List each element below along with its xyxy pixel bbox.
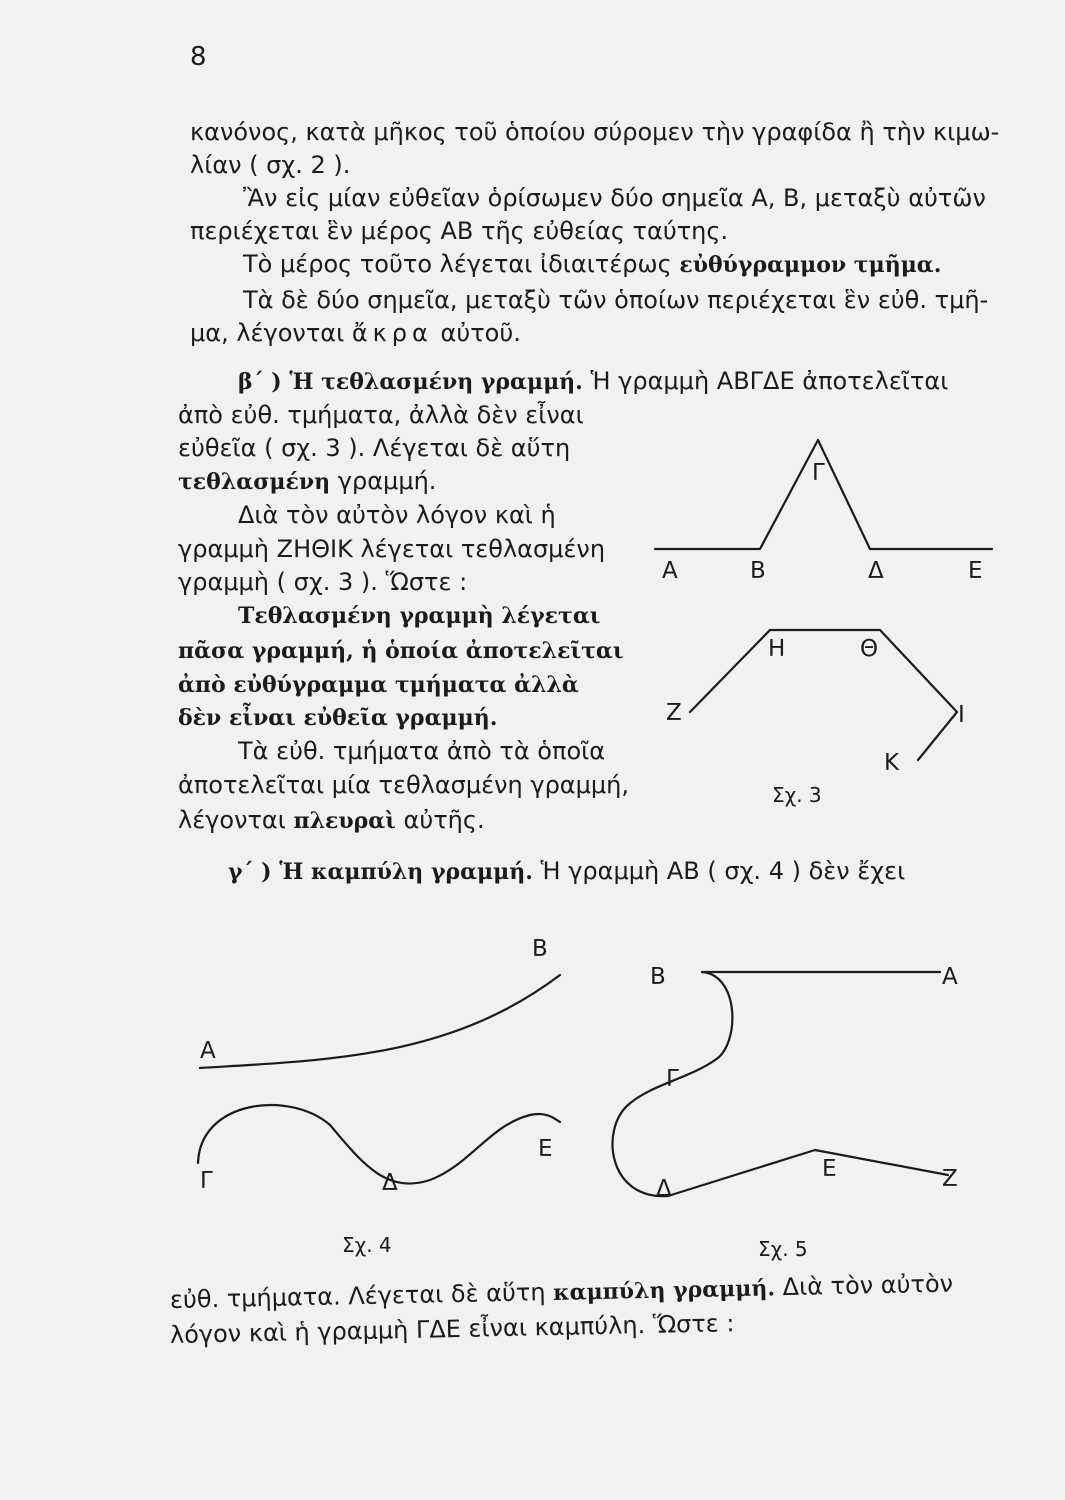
fig5-label-g: Γ — [666, 1066, 679, 1092]
text-run: Ἡ γραμμὴ ΑΒΓΔΕ ἀποτελεῖται — [582, 367, 949, 395]
text-run: αὐτῆς. — [395, 806, 485, 834]
text-run: Διὰ τὸν αὐτὸν — [774, 1269, 954, 1302]
broken-line-zhthik — [690, 630, 957, 760]
definition-line: Τεθλασμένη γραμμὴ λέγεται — [238, 603, 601, 629]
fig3-label-e: Ε — [968, 558, 983, 584]
fig4-label-a: Α — [200, 1038, 216, 1064]
text-line: εὐθεῖα ( σχ. 3 ). Λέγεται δὲ αὕτη — [178, 434, 571, 462]
definition-line: δὲν εἶναι εὐθεῖα γραμμή. — [178, 705, 498, 731]
text-line: κανόνος, κατὰ μῆκος τοῦ ὁποίου σύρομεν τὴν γραφίδα ἢ τὴν κιμω- — [190, 118, 1000, 146]
text-run: εὐθ. τμήματα. Λέγεται δὲ αὕτη — [169, 1277, 554, 1314]
fig5-label-b: Β — [650, 964, 666, 990]
text-line: Τὰ εὐθ. τμήματα ἀπὸ τὰ ὁποῖα — [238, 737, 606, 765]
bold-term: καμπύλη γραμμή. — [552, 1275, 776, 1306]
fig3-label-z: Ζ — [666, 700, 682, 726]
page-number: 8 — [190, 42, 207, 72]
fig5-label-d: Δ — [656, 1176, 672, 1202]
text-line: Ἂν εἰς μίαν εὐθεῖαν ὁρίσωμεν δύο σημεῖα Α, Β, μεταξὺ αὐτῶν — [243, 184, 986, 212]
spaced-term: ἄκρα — [351, 319, 433, 347]
text-line: γραμμὴ ΖΗΘΙΚ λέγεται τεθλασμένη — [178, 535, 606, 563]
bold-term: τεθλασμένη — [178, 469, 331, 495]
fig3-label-h: Η — [768, 636, 786, 662]
text-line: ἀποτελεῖται μία τεθλασμένη γραμμή, — [178, 771, 629, 799]
text-line: περιέχεται ἓν μέρος ΑΒ τῆς εὐθείας ταύτης. — [190, 217, 729, 245]
text-line: γραμμὴ ( σχ. 3 ). Ὥστε : — [178, 568, 468, 596]
fig5-caption: Σχ. 5 — [758, 1237, 808, 1261]
text-run: Ἡ γραμμὴ ΑΒ ( σχ. 4 ) δὲν ἔχει — [532, 857, 906, 885]
text-run: Τὸ μέρος τοῦτο λέγεται ἰδιαιτέρως — [243, 250, 680, 278]
fig3-caption: Σχ. 3 — [772, 783, 822, 807]
fig3-label-b: Β — [750, 558, 766, 584]
fig3-label-th: Θ — [860, 636, 879, 662]
text-run: γραμμή. — [330, 467, 437, 495]
text-line: Διὰ τὸν αὐτὸν λόγον καὶ ἡ — [238, 501, 556, 529]
definition-line: ἀπὸ εὐθύγραμμα τμήματα ἀλλὰ — [178, 672, 579, 698]
section-heading: β΄ ) Ἡ τεθλασμένη γραμμή. — [238, 369, 583, 395]
fig3-label-d: Δ — [868, 558, 884, 584]
fig3-label-k: Κ — [884, 750, 900, 776]
fig4-label-g: Γ — [200, 1168, 213, 1194]
fig4-label-d: Δ — [382, 1170, 398, 1196]
fig5-label-a: Α — [942, 964, 958, 990]
text-line: λίαν ( σχ. 2 ). — [190, 151, 351, 179]
curve-ab — [200, 975, 560, 1068]
section-heading: γ΄ ) Ἡ καμπύλη γραμμή. — [228, 859, 533, 885]
text-run: μα, λέγονται — [190, 319, 352, 347]
fig3-label-g: Γ — [812, 460, 825, 486]
broken-line-abgde — [655, 440, 992, 549]
fig4-label-b: Β — [532, 936, 548, 962]
bold-term: εὐθύγραμμον τμῆμα. — [679, 252, 942, 278]
definition-line: πᾶσα γραμμή, ἡ ὁποία ἀποτελεῖται — [178, 638, 624, 664]
curve-gde — [198, 1105, 560, 1184]
text-run: λέγονται — [178, 806, 294, 834]
fig5-label-z: Ζ — [942, 1166, 958, 1192]
text-line: Τὰ δὲ δύο σημεῖα, μεταξὺ τῶν ὁποίων περιέχεται ἓν εὐθ. τμῆ- — [243, 286, 989, 314]
fig3-label-i: Ι — [958, 702, 965, 728]
text-run: αὐτοῦ. — [432, 319, 521, 347]
fig3-label-a: Α — [662, 558, 678, 584]
fig5-label-e: Ε — [822, 1156, 837, 1182]
fig4-label-e: Ε — [538, 1136, 553, 1162]
fig4-caption: Σχ. 4 — [342, 1233, 392, 1257]
text-line: λόγον καὶ ἡ γραμμὴ ΓΔΕ εἶναι καμπύλη. Ὥστε : — [169, 1309, 735, 1349]
bold-term: πλευραὶ — [293, 808, 396, 834]
broken-line-dez — [668, 1150, 948, 1196]
text-line: ἀπὸ εὐθ. τμήματα, ἀλλὰ δὲν εἶναι — [178, 401, 584, 429]
